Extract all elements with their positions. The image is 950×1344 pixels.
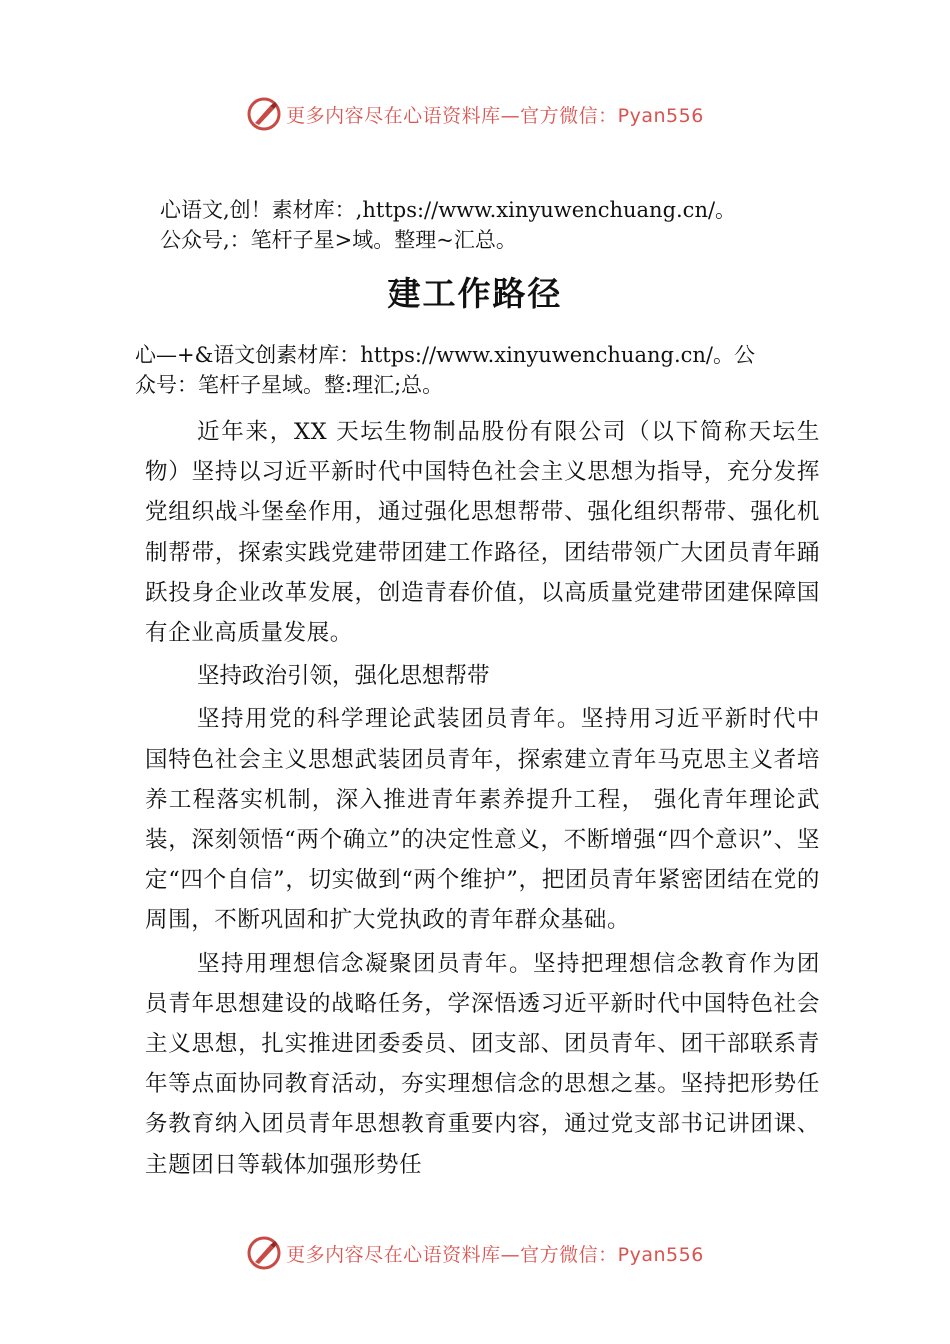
intro-paragraph: 近年来，XX 天坛生物制品股份有限公司（以下简称天坛生物）坚持以习近平新时代中国特色社会主义思想为指导，充分发挥党组织战斗堡垒作用，通过强化思想帮带、强化组织帮带、强化机制帮带，探索实践党建带团建工作路径，团结带领广大团员青年踊跃投身企业改革发展，创造青春价值，以高质量党建带团建保障国有企业高质量发展。: [145, 419, 820, 647]
source-note-1-line1: 心语文,创！素材库：,https://www.xinyuwenchuang.cn/。: [160, 198, 737, 222]
paragraph-ideals: 坚持用理想信念凝聚团员青年。坚持把理想信念教育作为团员青年思想建设的战略任务，学深悟透习近平新时代中国特色社会主义思想，扎实推进团委委员、团支部、团员青年、团干部联系青年等点面协同教育活动，夯实理想信念的思想之基。坚持把形势任务教育纳入团员青年思想教育重要内容，通过党支部书记讲团课、主题团日等载体加强形势任: [145, 950, 820, 1178]
header-banner-text: 更多内容尽在心语资料库—官方微信：Pyan556: [286, 104, 704, 127]
document-title: 建工作路径: [387, 274, 563, 313]
footer-banner: [0, 1231, 950, 1275]
pen-logo-icon: [246, 1235, 282, 1271]
source-note-1: [160, 195, 736, 255]
section-heading: 坚持政治引领，强化思想帮带: [197, 663, 490, 690]
document-body: [145, 412, 820, 1185]
source-note-1-line2: 公众号,：笔杆子星>域。整理~汇总。: [160, 228, 517, 252]
source-note-2-line1: 心—+&语文创素材库：https://www.xinyuwenchuang.cn/。公: [135, 343, 755, 367]
source-note-2: [135, 340, 755, 400]
header-banner: [0, 92, 950, 136]
pen-logo-icon: [246, 96, 282, 132]
footer-banner-text: 更多内容尽在心语资料库—官方微信：Pyan556: [286, 1243, 704, 1266]
paragraph-theory: 坚持用党的科学理论武装团员青年。坚持用习近平新时代中国特色社会主义思想武装团员青年，探索建立青年马克思主义者培养工程落实机制，深入推进青年素养提升工程， 强化青年理论武装，深刻领悟“两个确立”的决定性意义，不断增强“四个意识”、坚定“四个自信”，切实做到“两个维护”，把团员青年紧密团结在党的周围，不断巩固和扩大党执政的青年群众基础。: [145, 706, 820, 934]
source-note-2-line2: 众号：笔杆子星域。整:理汇;总。: [135, 373, 444, 397]
